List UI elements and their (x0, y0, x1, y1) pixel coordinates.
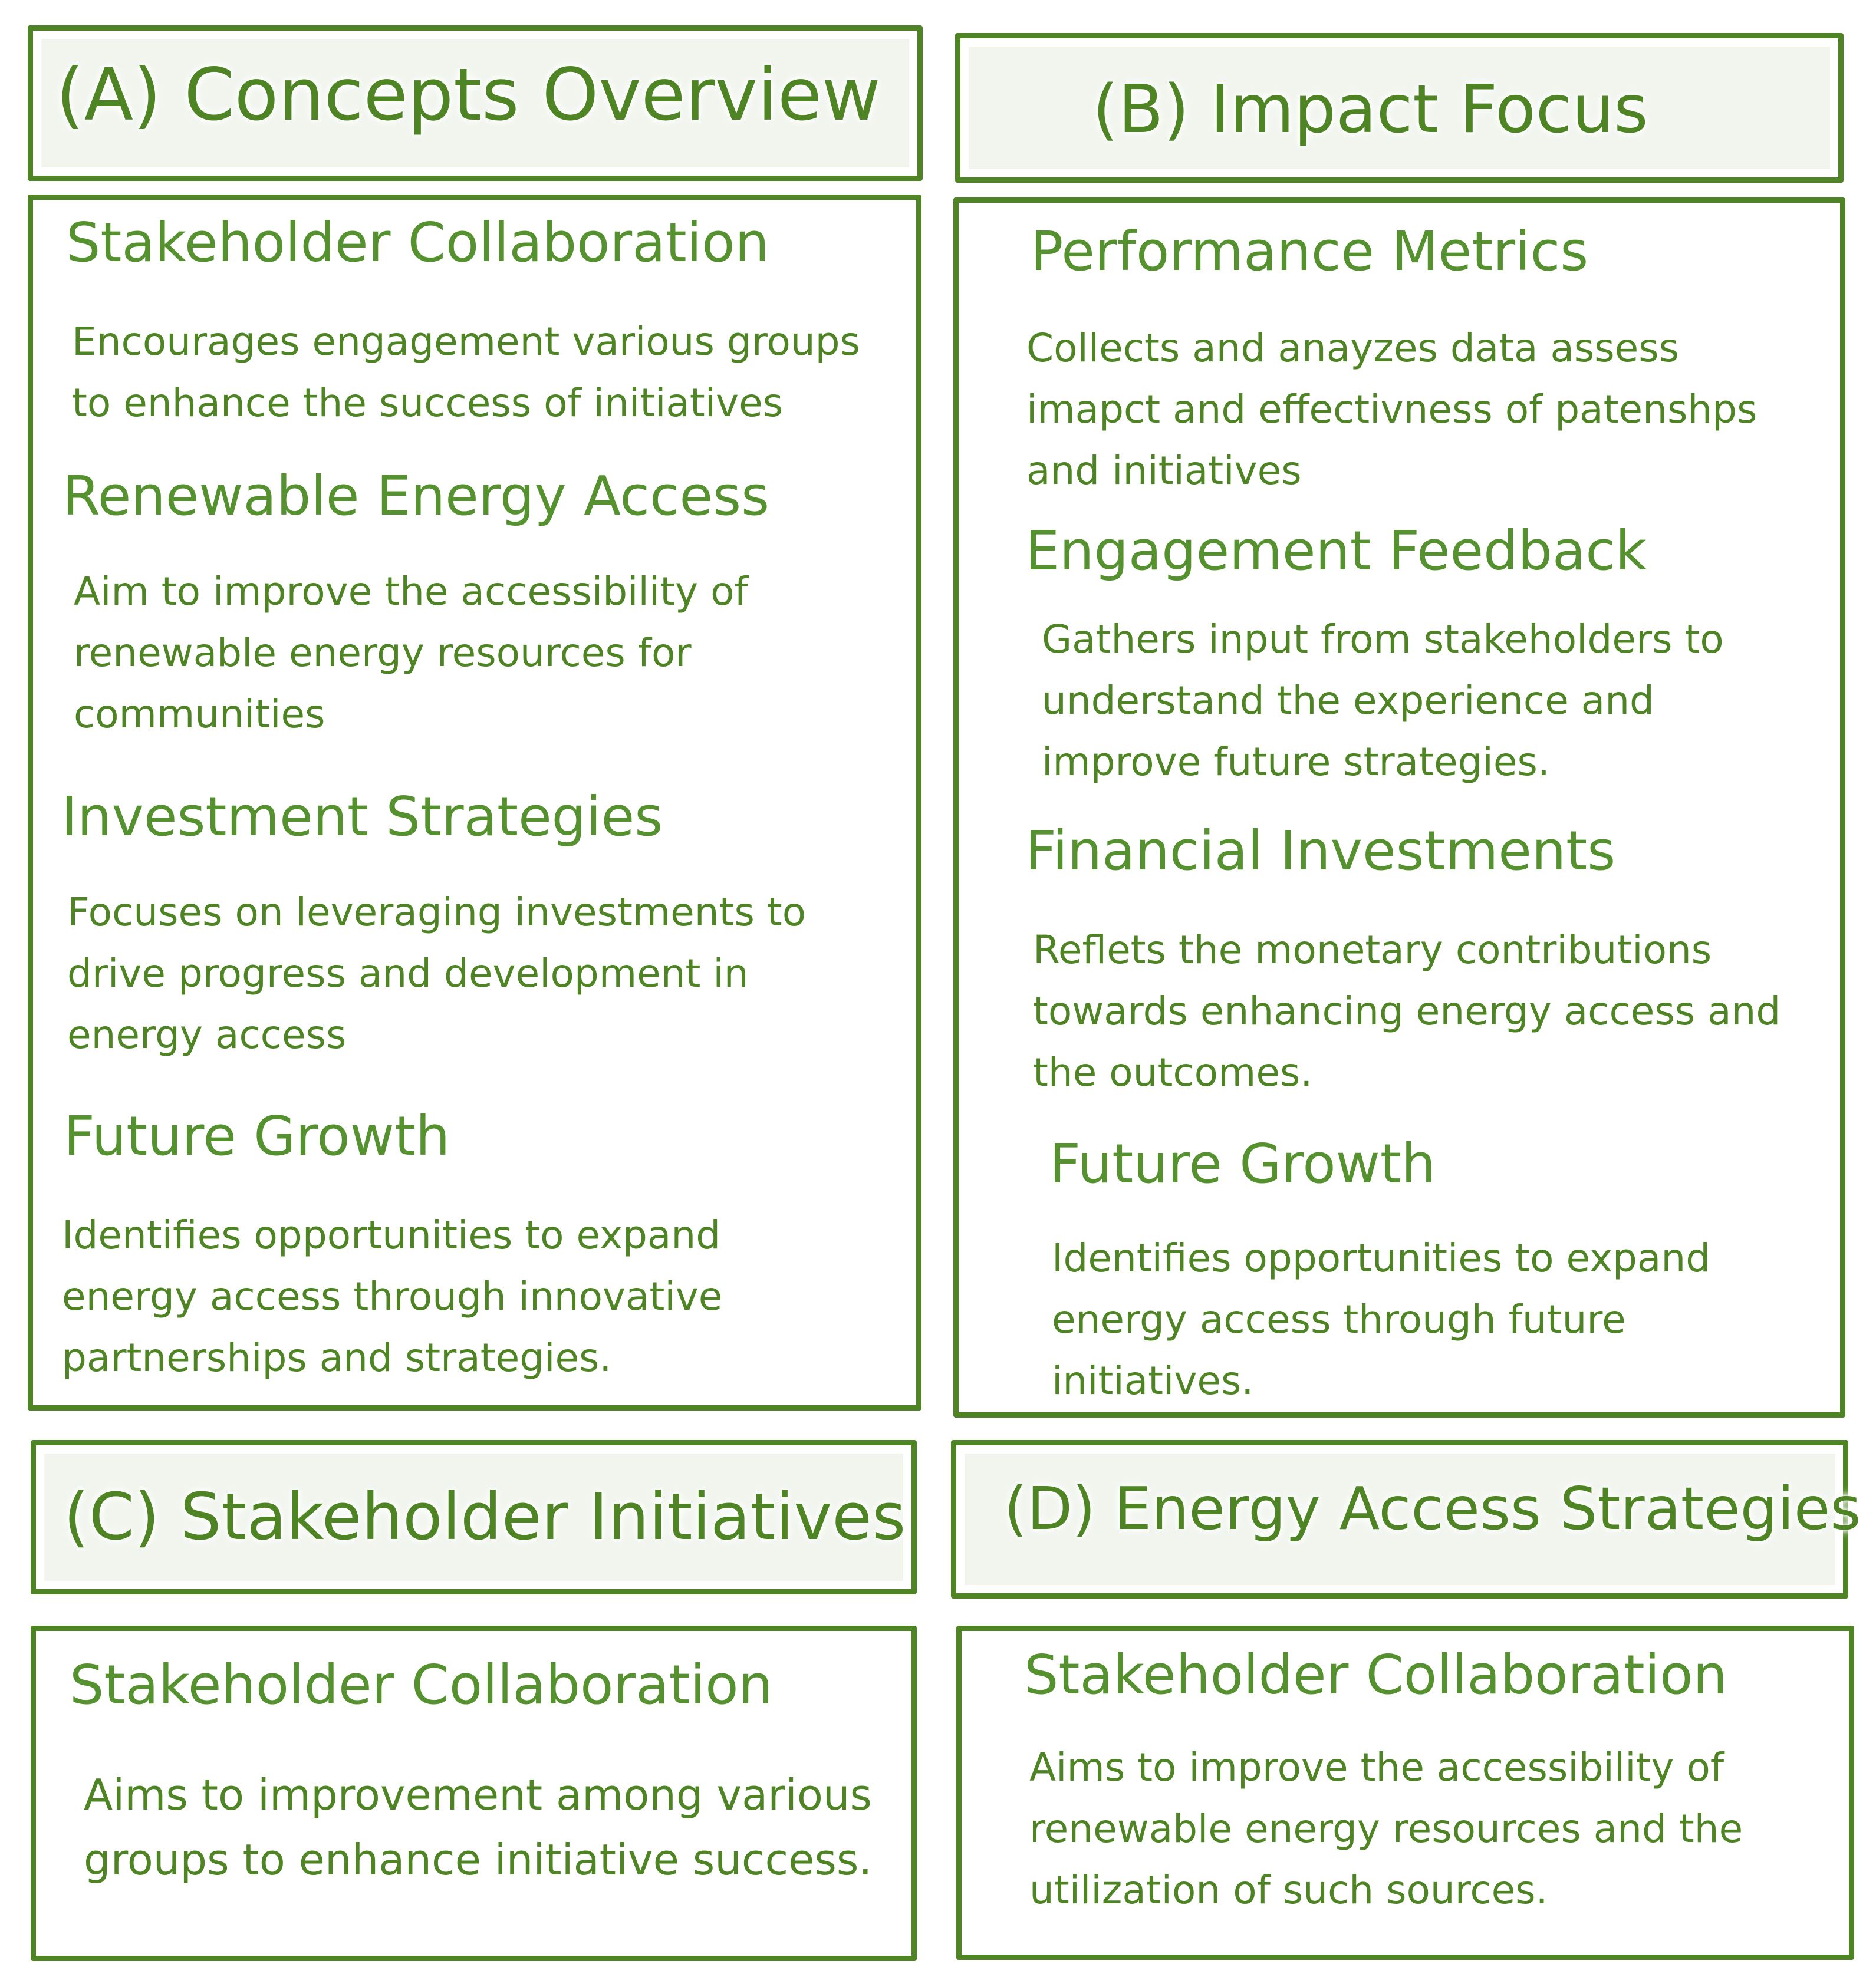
item-description (1029, 1737, 1743, 1921)
description-line: renewable energy resources and the (1029, 1806, 1743, 1851)
item-heading: Financial Investments (1025, 819, 1616, 882)
item-heading: Stakeholder Collaboration (66, 211, 769, 274)
description-line: groups to enhance initiative success. (84, 1835, 873, 1884)
description-line: understand the experience and (1042, 678, 1654, 723)
description-line: Focuses on leveraging investments to (67, 889, 807, 935)
item-description (1042, 609, 1724, 793)
item-description (67, 882, 806, 1066)
panel-d-title: (D) Energy Access Strategies (1004, 1474, 1861, 1543)
description-line: energy access through future (1052, 1297, 1626, 1342)
description-line: towards enhancing energy access and (1033, 988, 1781, 1034)
item-heading: Performance Metrics (1031, 220, 1589, 283)
item-heading: Engagement Feedback (1025, 519, 1647, 582)
panel-a-title: (A) Concepts Overview (56, 53, 881, 137)
description-line: Reflets the monetary contributions (1033, 927, 1712, 973)
description-line: energy access through innovative (62, 1274, 723, 1319)
description-line: Gathers input from stakeholders to (1042, 617, 1724, 662)
description-line: drive progress and development in (67, 951, 749, 996)
item-description (1052, 1228, 1710, 1412)
description-line: improve future strategies. (1042, 739, 1550, 785)
description-line: Aims to improvement among various (84, 1770, 873, 1820)
description-line: Identifies opportunities to expand (62, 1212, 721, 1258)
description-line: Aim to improve the accessibility of (74, 569, 748, 614)
item-description (74, 561, 748, 745)
description-line: the outcomes. (1033, 1050, 1313, 1095)
item-heading: Future Growth (1049, 1132, 1436, 1195)
item-description (84, 1762, 872, 1892)
description-line: Aims to improve the accessibility of (1029, 1745, 1724, 1790)
item-description (62, 1205, 722, 1389)
description-line: renewable energy resources for (74, 630, 692, 675)
item-heading: Investment Strategies (61, 785, 663, 848)
item-description (1033, 920, 1780, 1103)
item-description (72, 311, 860, 434)
panel-b-title: (B) Impact Focus (1092, 71, 1648, 148)
description-line: communities (74, 691, 325, 737)
description-line: and initiatives (1026, 448, 1302, 493)
description-line: imapct and effectivness of patenshps (1026, 387, 1757, 432)
item-heading: Renewable Energy Access (62, 464, 770, 528)
item-heading: Stakeholder Collaboration (70, 1653, 773, 1716)
description-line: Collects and anayzes data assess (1026, 325, 1680, 371)
item-heading: Stakeholder Collaboration (1024, 1643, 1727, 1706)
description-line: Identifies opportunities to expand (1052, 1235, 1711, 1281)
item-description (1026, 318, 1757, 502)
description-line: utilization of such sources. (1029, 1867, 1548, 1913)
description-line: energy access (67, 1012, 347, 1057)
description-line: Encourages engagement various groups (72, 319, 860, 364)
item-heading: Future Growth (64, 1105, 450, 1168)
panel-c-title: (C) Stakeholder Initiatives (64, 1479, 906, 1554)
description-line: partnerships and strategies. (62, 1335, 612, 1380)
description-line: to enhance the success of initiatives (72, 380, 784, 426)
description-line: initiatives. (1052, 1358, 1254, 1403)
